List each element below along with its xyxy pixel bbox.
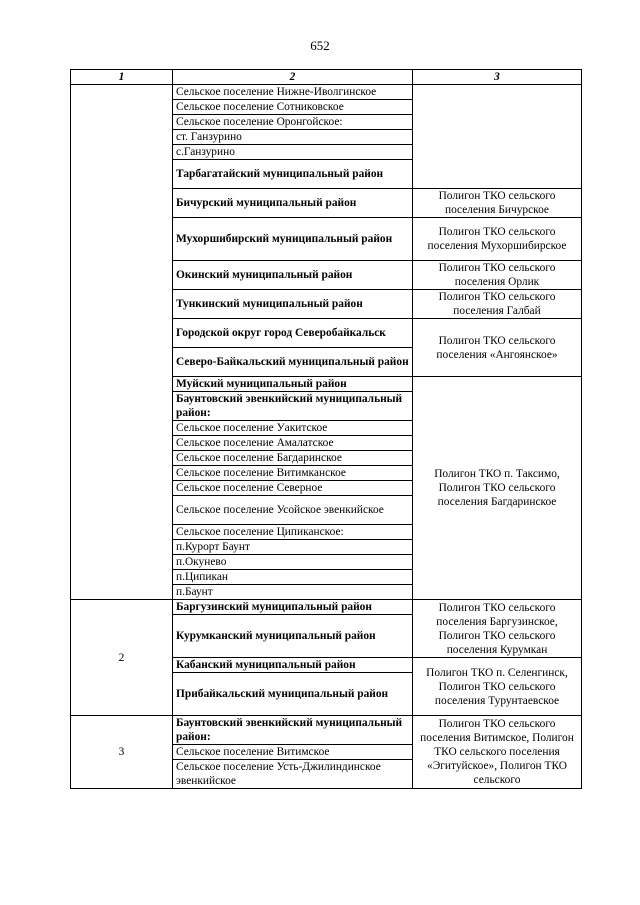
- column-header: 3: [413, 70, 582, 85]
- area-cell: Сельское поселение Багдаринское: [173, 451, 413, 466]
- area-cell: ст. Ганзурино: [173, 130, 413, 145]
- area-cell: Сельское поселение Усойское эвенкийское: [173, 496, 413, 525]
- table-row: [71, 600, 582, 615]
- area-cell: Сельское поселение Северное: [173, 481, 413, 496]
- landfill-cell: Полигон ТКО сельского поселения Орлик: [413, 261, 582, 290]
- area-cell: п.Ципикан: [173, 570, 413, 585]
- landfill-cell: Полигон ТКО п. Таксимо, Полигон ТКО сельского поселения Багдаринское: [413, 377, 582, 600]
- district-cell: Бичурский муниципальный район: [173, 189, 413, 218]
- area-cell: п.Окунево: [173, 555, 413, 570]
- district-cell: Городской округ город Северобайкальск: [173, 319, 413, 348]
- district-cell: Кабанский муниципальный район: [173, 658, 413, 673]
- landfill-cell: Полигон ТКО сельского поселения Баргузинское, Полигон ТКО сельского поселения Курумкан: [413, 600, 582, 658]
- district-cell: Тарбагатайский муниципальный район: [173, 160, 413, 189]
- area-cell: Сельское поселение Нижне-Иволгинское: [173, 85, 413, 100]
- landfill-cell: Полигон ТКО сельского поселения Бичурское: [413, 189, 582, 218]
- area-cell: Сельское поселение Уакитское: [173, 421, 413, 436]
- table-row: [71, 85, 582, 100]
- district-cell: Северо-Байкальский муниципальный район: [173, 348, 413, 377]
- column-header: 2: [173, 70, 413, 85]
- area-cell: п.Баунт: [173, 585, 413, 600]
- area-cell: Сельское поселение Витимканское: [173, 466, 413, 481]
- landfill-cell: Полигон ТКО сельского поселения Мухоршибирское: [413, 218, 582, 261]
- district-cell: Муйский муниципальный район: [173, 377, 413, 392]
- area-cell: Сельское поселение Амалатское: [173, 436, 413, 451]
- landfill-cell: Полигон ТКО сельского поселения Витимское, Полигон ТКО сельского поселения «Эгитуйское», Полигон ТКО сельского: [413, 716, 582, 789]
- district-cell: Прибайкальский муниципальный район: [173, 673, 413, 716]
- district-cell: Баунтовский эвенкийский муниципальный район:: [173, 392, 413, 421]
- document-table: [70, 69, 582, 789]
- column-header: 1: [71, 70, 173, 85]
- landfill-cell: Полигон ТКО сельского поселения «Ангоянское»: [413, 319, 582, 377]
- group-number-cell: 3: [71, 716, 173, 789]
- district-cell: Мухоршибирский муниципальный район: [173, 218, 413, 261]
- table-row: [71, 716, 582, 745]
- district-cell: Баунтовский эвенкийский муниципальный район:: [173, 716, 413, 745]
- district-cell: Курумканский муниципальный район: [173, 615, 413, 658]
- page-number: 652: [310, 38, 330, 53]
- area-cell: Сельское поселение Витимское: [173, 745, 413, 760]
- district-cell: Баргузинский муниципальный район: [173, 600, 413, 615]
- landfill-cell: [413, 85, 582, 189]
- landfill-cell: Полигон ТКО п. Селенгинск, Полигон ТКО сельского поселения Турунтаевское: [413, 658, 582, 716]
- district-cell: Окинский муниципальный район: [173, 261, 413, 290]
- group-number-cell: 2: [71, 600, 173, 716]
- landfill-cell: Полигон ТКО сельского поселения Галбай: [413, 290, 582, 319]
- district-cell: Тункинский муниципальный район: [173, 290, 413, 319]
- area-cell: Сельское поселение Ципиканское:: [173, 525, 413, 540]
- area-cell: Сельское поселение Оронгойское:: [173, 115, 413, 130]
- area-cell: Сельское поселение Сотниковское: [173, 100, 413, 115]
- area-cell: п.Курорт Баунт: [173, 540, 413, 555]
- group-number-cell: [71, 85, 173, 600]
- area-cell: с.Ганзурино: [173, 145, 413, 160]
- table-header-row: [71, 70, 582, 85]
- area-cell: Сельское поселение Усть-Джилиндинское эвенкийское: [173, 760, 413, 789]
